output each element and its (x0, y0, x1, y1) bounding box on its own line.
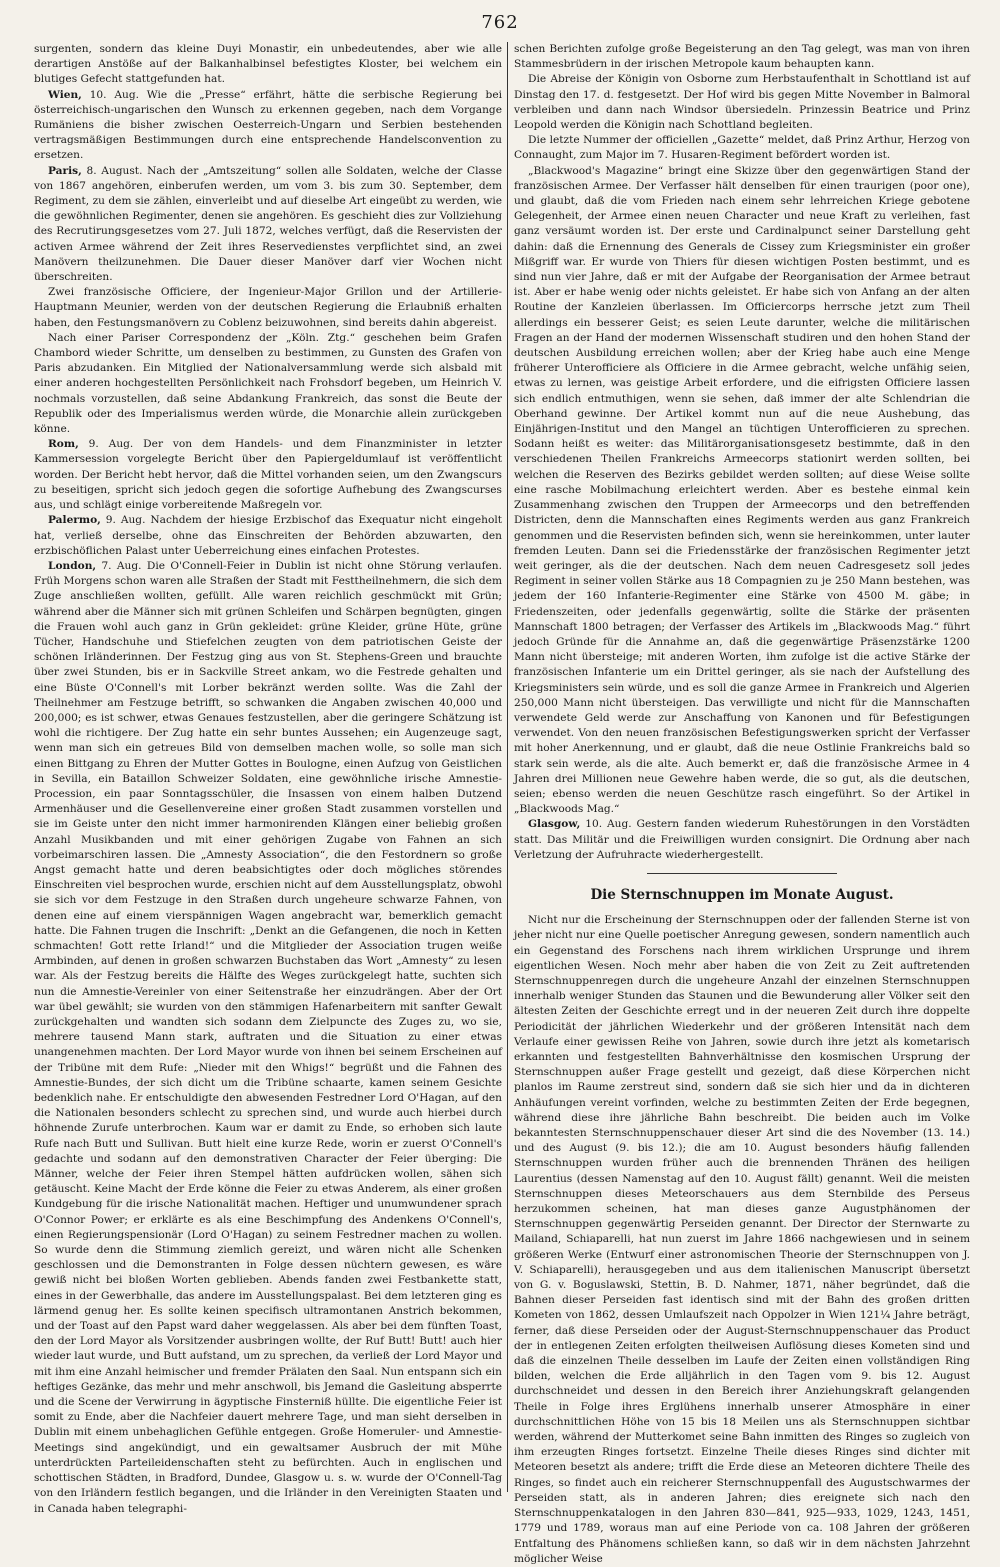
article-paragraph (34, 88, 502, 164)
paragraph-text: Zwei französische Officiere, der Ingenieur-Major Grillon und der Artillerie-Hauptmann Meunier, werden von der deutschen Regierung die Erlaubniß erhalten haben, den Festungsmanövern zu Coblenz beizuwohnen, sind bereits dahin abgereist. (34, 286, 502, 329)
dateline-city: Paris, (48, 164, 82, 177)
article-paragraph (34, 559, 502, 1517)
feature-heading: Die Sternschnuppen im Monate August. (590, 886, 894, 903)
section-separator (647, 873, 837, 874)
article-paragraph (34, 331, 502, 437)
dateline-city: Wien, (48, 88, 82, 101)
paragraph-text: 9. Aug. Der von dem Handels- und dem Finanzminister in letzter Kammersession vorgelegte Bericht über den Papiergeldumlauf ist veröffentlicht worden. Der Bericht hebt hervor, daß die Mittel vorhanden seien, um den Zwangscurs zu beseitigen, spricht sich jedoch gegen die sofortige Aufhebung des Zwangscurses aus, und schlägt einige vorbereitende Maßregeln vor. (34, 438, 502, 512)
paragraph-text: surgenten, sondern das kleine Duyi Monastir, ein unbedeutendes, aber wie alle derartigen Anstöße auf der Balkanhalbinsel befestigtes Kloster, bei welchem ein blutiges Gefecht stattgefunden hat. (34, 43, 502, 86)
paragraph-text: 10. Aug. Wie die „Presse“ erfährt, hätte die serbische Regierung bei österreichisch-ungarischen den Wunsch zu erkennen gegeben, nach dem Vorgange Rumäniens die bisher zwischen Oesterreich-Ungarn und Serbien bestehenden vertragsmäßigen Bestimmungen durch eine entsprechende Handelsconvention zu ersetzen. (34, 88, 502, 162)
paragraph-text: „Blackwood's Magazine“ bringt eine Skizze über den gegenwärtigen Stand der französischen Armee. Der Verfasser hält denselben für einen traurigen (poor one), und glaubt, daß die vom Frieden nach einem sehr lehrreichen Kriege gebotene Gelegenheit, der Armee einen neuen Character und neue Kraft zu verleihen, fast ganz versäumt worden ist. Der erste und Cardinalpunct seiner Darstellung geht dahin: daß die Ernennung des Generals de Cissey zum Kriegsminister ein großer Mißgriff war. Er wurde von Thiers für diesen wichtigen Posten bestimmt, und es sind nun vier Jahre, daß er mit der Aufgabe der Reorganisation der Armee betraut ist. Aber er habe wenig oder nichts geleistet. Er habe sich von Anfang an der alten Routine der Kanzleien überlassen. Im Officiercorps herrsche jetzt zum Theil allerdings ein besserer Geist; es seien Leute darunter, welche die militärischen Fragen an der Hand der modernen Wissenschaft studiren und den hohen Stand der deutschen Ausbildung erreichen wollen; aber der Krieg habe auch eine Menge früherer Unterofficiere als Officiere in die Armee gebracht, welche unfähig seien, etwas zu lernen, was geistige Arbeit erfordere, und die eifrigsten Officiere lassen sich endlich entmuthigen, wenn sie sehen, daß immer der alte Schlendrian die Oberhand gewinne. Der Artikel kommt nun auf die neue Aushebung, das Einjährigen-Institut und den Mangel an tüchtigen Unterofficieren zu sprechen. Sodann heißt es weiter: das Militärorganisationsgesetz bestimmte, daß in den verschiedenen Theilen Frankreichs Armeecorps stationirt werden sollten, bei welchen die Reserven des Bezirks gebildet werden sollten; auf diese Weise sollte eine rasche Mobilmachung erleichtert werden. Aber es bestehe einmal kein Zusammenhang zwischen den Truppen der Armeecorps und den betreffenden Districten, denn die Mannschaften eines Regiments werden aus ganz Frankreich genommen und die Reservisten befinden sich, wenn sie hereinkommen, unter lauter fremden Leuten. Dann sei die Friedensstärke der französischen Regimenter jetzt weit geringer, als die der deutschen. Nach dem neuen Cadresgesetz soll jedes Regiment in seiner vollen Stärke aus 18 Compagnien zu je 250 Mann bestehen, was jedem der 160 Infanterie-Regimenter eine Stärke von 4500 M. gäbe; in Friedenszeiten, oder jedenfalls gegenwärtig, sollte die Stärke der präsenten Mannschaft 1800 betragen; der Verfasser des Artikels im „Blackwoods Mag.“ führt jedoch Gründe für die Annahme an, daß die gegenwärtige Präsenzstärke 1200 Mann nicht übersteige; mit anderen Worten, ihm zufolge ist die active Stärke der französischen Infanterie um ein Drittel geringer, als sie nach der Aufstellung des Kriegsministers sein würde, und es soll die ganze Armee in Frankreich und Algerien 250,000 Mann nicht übersteigen. Das verwilligte und nicht für die Mannschaften verwendete Geld werde zur Anschaffung von Kanonen und für Befestigungen verwendet. Von den neuen französischen Befestigungswerken spricht der Verfasser mit hoher Anerkennung, und er glaubt, daß die neue Ostlinie Frankreichs bald so stark sein werde, als die alte. Auch bemerkt er, daß die französische Armee in 4 Jahren drei Millionen neue Gewehre haben werde, die so gut, als die deutschen, seien; ebenso werden die neuen Geschütze rasch eingeführt. So der Artikel in „Blackwoods Mag.“ (514, 164, 970, 816)
paragraph-text: Die Abreise der Königin von Osborne zum Herbstaufenthalt in Schottland ist auf Dinstag den 17. d. festgesetzt. Der Hof wird bis gegen Mitte November in Balmoral verbleiben und dann nach Windsor übersiedeln. Prinzessin Beatrice und Prinz Leopold werden die Königin nach Schottland begleiten. (514, 73, 970, 132)
article-paragraph (514, 42, 970, 72)
left-column (34, 42, 502, 1515)
page-number: 762 (481, 12, 519, 33)
dateline-city: Rom, (48, 438, 79, 451)
dateline-city: Glasgow, (528, 818, 581, 831)
article-paragraph (514, 164, 970, 818)
article-paragraph (514, 72, 970, 133)
article-paragraph (514, 133, 970, 163)
dateline-city: London, (48, 559, 97, 572)
dateline-city: Palermo, (48, 514, 101, 527)
article-paragraph (34, 42, 502, 88)
column-divider (507, 42, 508, 1492)
paragraph-text: 8. August. Nach der „Amtszeitung“ sollen alle Soldaten, welche der Classe von 1867 angehören, einberufen werden, um vom 3. bis zum 30. September, dem Regiment, zu dem sie zählen, einverleibt und auf dieselbe Art eingeübt zu werden, wie die gewöhnlichen Regimenter, denen sie angehören. Es geschieht dies zur Vollziehung des Recrutirungsgesetzes vom 27. Juli 1872, welches verfügt, daß die Reservisten der activen Armee während der Zeit ihres Reservedienstes verpflichtet sind, an zwei Manövern theilzunehmen. Die Dauer dieser Manöver darf vier Wochen nicht überschreiten. (34, 164, 502, 284)
article-paragraph (34, 164, 502, 286)
article-paragraph (34, 437, 502, 513)
paragraph-text: Die letzte Nummer der officiellen „Gazette“ meldet, daß Prinz Arthur, Herzog von Connaught, zum Major im 7. Husaren-Regiment befördert worden ist. (514, 134, 970, 162)
article-paragraph (514, 817, 970, 863)
right-column (514, 42, 970, 1565)
paragraph-text: 7. Aug. Die O'Connell-Feier in Dublin ist nicht ohne Störung verlaufen. Früh Morgens schon waren alle Straßen der Stadt mit Festtheilnehmern, die sich dem Zuge anschließen wollten, gefüllt. Alle waren reichlich geschmückt mit Grün; während aber die Männer sich mit grünen Schleifen und Schärpen begnügten, gingen die Frauen wohl auch ganz in Grün gekleidet: grüne Kleider, grüne Hüte, grüne Tücher, Handschuhe und Stiefelchen zeugten von dem patriotischen Geiste der schönen Irländerinnen. Der Festzug ging aus von St. Stephens-Green und brauchte über zwei Stunden, bis er in Sackville Street ankam, wo die Festrede gehalten und eine Büste O'Connell's mit Lorber bekränzt werden sollte. Was die Zahl der Theilnehmer am Festzuge betrifft, so schwanken die Angaben zwischen 40,000 und 200,000; es ist schwer, etwas Genaues festzustellen, aber die geringere Schätzung ist wohl die richtigere. Der Zug hatte ein sehr buntes Aussehen; ein Augenzeuge sagt, wenn man sich ein getreues Bild von demselben machen wolle, so solle man sich einen Bittgang zu Ehren der Mutter Gottes in Boulogne, einen Aufzug von Geistlichen in Sevilla, ein Bataillon Schweizer Soldaten, eine gewöhnliche irische Amnestie-Procession, ein paar Sonntagsschüler, die Insassen von einem halben Dutzend Armenhäuser und die Gesellenvereine einer großen Stadt zusammen vorstellen und sie im Geiste unter den nicht immer harmonirenden Klängen einer beliebig großen Anzahl Musikbanden und mit einer gehörigen Zugabe von Fahnen an sich vorbeimarschiren lassen. Die „Amnesty Association“, die den Festordnern so große Angst gemacht hatte und deren beabsichtigtes oder doch mögliches störendes Einschreiten viel besprochen wurde, erschien nicht auf dem Ausstellungsplatz, obwohl sie sich vor dem Festzuge in den Straßen durch ungeheure schwarze Fahnen, von denen eine auf einem vierspännigen Wagen angebracht war, bemerklich gemacht hatte. Die Fahnen trugen die Inschrift: „Denkt an die Gefangenen, die noch in Ketten schmachten! Gott rette Irland!“ und die Mitglieder der Association trugen weiße Armbinden, auf denen in großen schwarzen Buchstaben das Wort „Amnesty“ zu lesen war. Als der Festzug bereits die Hälfte des Weges zurückgelegt hatte, suchten sich nun die Amnestie-Vereinler von einer Seitenstraße her einzudrängen. Aber der Ort war übel gewählt; sie wurden von den stämmigen Hafenarbeitern mit sanfter Gewalt zurückgehalten und wandten sich sodann dem Zielpuncte des Zuges zu, wo sie, mehrere tausend Mann stark, auftraten und die Situation zu einer etwas unangenehmen machten. Der Lord Mayor wurde von ihnen bei seinem Erscheinen auf der Tribüne mit dem Rufe: „Nieder mit den Whigs!“ begrüßt und die Fahnen des Amnestie-Bundes, der sich dicht um die Tribüne schaarte, kamen seinem Gesichte bedenklich nahe. Er entschuldigte den abwesenden Festredner Lord O'Hagan, auf den die Nationalen besonders schlecht zu sprechen sind, und wurde auch hierbei durch höhnende Zurufe unterbrochen. Kaum war er damit zu Ende, so erhoben sich laute Rufe nach Butt und Sullivan. Butt hielt eine kurze Rede, worin er zuerst O'Connell's gedachte und sodann auf den demonstrativen Character der Feier überging: Die Männer, welche der Feier ihren Stempel hätten aufdrücken wollen, sähen sich getäuscht. Keine Macht der Erde könne die Feier zu etwas Anderem, als einer großen Kundgebung für die irische Nationalität machen. Heftiger und unumwundener sprach O'Connor Power; er erklärte es als eine Beschimpfung des Andenkens O'Connell's, einen Regierungspensionär (Lord O'Hagan) zu seinem Festredner machen zu wollen. So wurde denn die Stimmung ziemlich gereizt, und wären nicht alle Schenken geschlossen und die Demonstranten in Folge dessen nüchtern gewesen, es wäre gewiß nicht bei bloßen Worten geblieben. Abends fanden zwei Festbankette statt, eines in der Gewerbhalle, das andere im Ausstellungspalast. Bei dem letzteren ging es lärmend genug her. Es sollte keinen specifisch ultramontanen Anstrich bekommen, und der Toast auf den Papst ward daher weggelassen. Als aber bei dem fünften Toast, den der Lord Mayor als Vorsitzender ausbringen wollte, der Ruf Butt! Butt! auch hier wieder laut wurde, und Butt aufstand, um zu sprechen, da verließ der Lord Mayor und mit ihm eine Anzahl heimischer und fremder Prälaten den Saal. Nun entspann sich ein heftiges Gezänke, das mehr und mehr anschwoll, bis Jemand die Gasleitung absperrte und die Scene der Verwirrung in ägyptische Finsterniß hüllte. Die eigentliche Feier ist somit zu Ende, aber die Nachfeier dauert mehrere Tage, und man sieht derselben in Dublin mit einem unbehaglichen Gefühle entgegen. Große Homeruler- und Amnestie-Meetings sind angekündigt, und ein gewaltsamer Ausbruch der mit Mühe unterdrückten Parteileidenschaften steht zu befürchten. Auch in englischen und schottischen Städten, in Bradford, Dundee, Glasgow u. s. w. wurde der O'Connell-Tag von den Irländern festlich begangen, und die Irländer in den Vereinigten Staaten und in Canada haben telegraphi- (34, 559, 502, 1515)
article-paragraph (34, 285, 502, 331)
feature-paragraph: Nicht nur die Erscheinung der Sternschnuppen oder der fallenden Sterne ist von jeher nicht nur eine Quelle poetischer Anregung gewesen, sondern namentlich auch ein Gegenstand des Forschens nach ihrem wirklichen Ursprunge und ihrem eigentlichen Wesen. Noch mehr aber haben die von Zeit zu Zeit auftretenden Sternschnuppenregen durch die ungeheure Anzahl der einzelnen Sternschnuppen innerhalb weniger Stunden das Staunen und die Bewunderung aller Völker seit den ältesten Zeiten der Geschichte erregt und in der neueren Zeit durch ihre doppelte Periodicität der jährlichen Wiederkehr und der größeren Intensität nach dem Verlaufe einer gewissen Reihe von Jahren, sowie durch ihre jetzt als kometarisch erkannten und festgestellten Bahnverhältnisse den kosmischen Ursprung der Sternschnuppen außer Frage gestellt und gezeigt, daß diese Körperchen nicht planlos im Raume zerstreut sind, sondern daß sie sich hier und da in dichteren Anhäufungen vereint vorfinden, welche zu bestimmten Zeiten der Erde begegnen, während diese ihre jährliche Bahn beschreibt. Die beiden auch im Volke bekanntesten Sternschnuppenschauer dieser Art sind die des November (13. 14.) und des August (9. bis 12.); die am 10. August besonders häufig fallenden Sternschnuppen wurden früher auch die brennenden Thränen des heiligen Laurentius (dessen Namenstag auf den 10. August fällt) genannt. Weil die meisten Sternschnuppen dieses Meteorschauers aus dem Sternbilde des Perseus herzukommen scheinen, hat man dieses ganze Augustphänomen der Sternschnuppen gegenwärtig Perseiden genannt. Der Director der Sternwarte zu Mailand, Schiaparelli, hat nun zuerst im Jahre 1866 nachgewiesen und in seinem größeren Werke (Entwurf einer astronomischen Theorie der Sternschnuppen von J. V. Schiaparelli), herausgegeben und aus dem italienischen Manuscript übersetzt von G. v. Boguslawski, Stettin, B. D. Nahmer, 1871, näher begründet, daß die Bahnen dieser Perseiden fast identisch sind mit der Bahn des großen dritten Kometen von 1862, dessen Umlaufszeit nach Oppolzer in Wien 121¼ Jahre beträgt, ferner, daß diese Perseiden oder der August-Sternschnuppenschauer das Product der in entlegenen Zeiten erfolgten theilweisen Auflösung dieses Kometen sind und daß die einzelnen Theile desselben im Laufe der Zeiten einen vollständigen Ring bilden, welchen die Erde alljährlich in den Tagen vom 9. bis 12. August durchschneidet und dessen in den Bereich ihrer Anziehungskraft gelangenden Theile in Folge ihres Erglühens innerhalb unserer Atmosphäre in einer durchschnittlichen Höhe von 15 bis 18 Meilen uns als Sternschnuppen sichtbar werden, während der Mutterkomet seine Bahn inmitten des Ringes so zugleich von ihm erzeugten Ringes fortsetzt. Einzelne Theile dieses Ringes sind dichter mit Meteoren besetzt als andere; trifft die Erde diese an Meteoren dichtere Theile des Ringes, so findet auch ein reicherer Sternschnuppenfall des Augustschwarmes der Perseiden statt, als in anderen Jahren; dies ereignete sich nach den Sternschnuppenkatalogen in den Jahren 830—841, 925—933, 1029, 1243, 1451, 1779 und 1789, woraus man auf eine Periode von ca. 108 Jahren der größeren Entfaltung des Phänomens schließen kann, so daß wir in dem nächsten Jahrzehnt möglicher Weise (514, 914, 970, 1565)
article-paragraph (34, 513, 502, 559)
paragraph-text: 10. Aug. Gestern fanden wiederum Ruhestörungen in den Vorstädten statt. Das Militär und die Freiwilligen wurden consignirt. Die Ordnung aber nach Verletzung der Aufruhracte wiederhergestellt. (514, 818, 970, 861)
paragraph-text: Nach einer Pariser Correspondenz der „Köln. Ztg.“ geschehen beim Grafen Chambord wieder Schritte, um denselben zu bestimmen, zu Gunsten des Grafen von Paris abzudanken. Ein Mitglied der Nationalversammlung werde sich alsbald mit einer anderen hochgestellten Persönlichkeit nach Frohsdorf begeben, um Heinrich V. nochmals vorzustellen, daß seine Abdankung Frankreich, das sonst die Beute der Republik oder des Imperialismus werden würde, die Monarchie allein zurückgeben könne. (34, 331, 502, 436)
paragraph-text: 9. Aug. Nachdem der hiesige Erzbischof das Exequatur nicht eingeholt hat, verließ derselbe, ohne das Einschreiten der Behörden abzuwarten, den erzbischöflichen Palast unter Ueberreichung eines einfachen Protestes. (34, 514, 502, 557)
paragraph-text: schen Berichten zufolge große Begeisterung an den Tag gelegt, was man von ihren Stammesbrüdern in der irischen Metropole kaum behaupten kann. (514, 43, 970, 71)
